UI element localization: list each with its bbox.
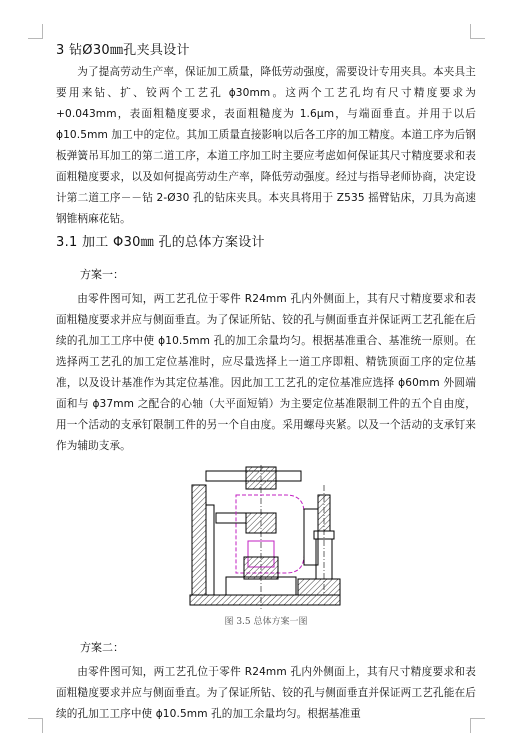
column-inner	[206, 505, 214, 595]
fixture-drawing	[186, 465, 346, 609]
base-plate	[190, 595, 340, 605]
lower-drill-bushing	[246, 513, 276, 533]
section-heading: 3 钻Ø30㎜孔夹具设计	[56, 43, 190, 58]
document-body	[56, 40, 476, 725]
option1-label: 方案一：	[80, 268, 124, 281]
margin-mark-bottom-left	[28, 718, 43, 733]
figure-caption: 图 3.5 总体方案一图	[224, 617, 308, 627]
left-column	[192, 485, 206, 595]
support-block	[244, 557, 278, 579]
subsection-heading: 3.1 加工 Φ30㎜ 孔的总体方案设计	[56, 235, 265, 250]
fixture-drawing-figure	[56, 465, 476, 609]
middle-plate	[216, 513, 246, 523]
margin-mark-top-left	[28, 24, 43, 39]
option2-paragraph: 由零件图可知，两工艺孔位于零件 R24mm 孔内外侧面上，其有尺寸精度要求和表面粗糙度要求并应与侧面垂直。为了保证所钻、铰的孔与侧面垂直并保证两工艺孔能在后续的孔加工工序中使 ϕ10.5mm 孔的加工余量均匀。根据基准重	[56, 666, 476, 720]
right-base-block	[298, 579, 340, 595]
margin-mark-top-right	[470, 24, 485, 39]
option1-paragraph: 由零件图可知，两工艺孔位于零件 R24mm 孔内外侧面上，其有尺寸精度要求和表面粗糙度要求并应与侧面垂直。为了保证所钻、铰的孔与侧面垂直并保证两工艺孔能在后续的孔加工工序中使 ϕ10.5mm 孔的加工余量均匀。根据基准重合、基准统一原则。在选择两工艺孔的加工定位基准时，应尽量选择上一道工序即粗、精铣顶面工序的定位基准，以及设计基准作为其定位基准。因此加工工艺孔的定位基准应选择 ϕ60mm 外圆端面和与 ϕ37mm 之配合的心轴（大平面短销）为主要定位基准限制工件的五个自由度，用一个活动的支承钉限制工件的另一个自由度。采用螺母夹紧。以及一个活动的支承钉来作为辅助支承。	[56, 293, 476, 452]
option2-label: 方案二：	[80, 641, 124, 654]
section-paragraph: 为了提高劳动生产率，保证加工质量，降低劳动强度，需要设计专用夹具。本夹具主要用来钻、扩、铰两个工艺孔 ϕ30mm。这两个工艺孔均有尺寸精度要求为 +0.043mm，表面粗糙度要求，表面粗糙度为 1.6μm，与端面垂直。并用于以后 ϕ10.5mm 加工中的定位。其加工质量直接影响以后各工序的加工精度。本道工序为后钢板弹簧吊耳加工的第二道工序，本道工序加工时主要应考虑如何保证其尺寸精度要求和表面粗糙度要求，以及如何提高劳动生产率，降低劳动强度。经过与指导老师协商，决定设计第二道工序－－钻 2-Ø30 孔的钻床夹具。本夹具将用于 Z535 摇臂钻床，刀具为高速钢锥柄麻花钻。	[56, 66, 476, 225]
